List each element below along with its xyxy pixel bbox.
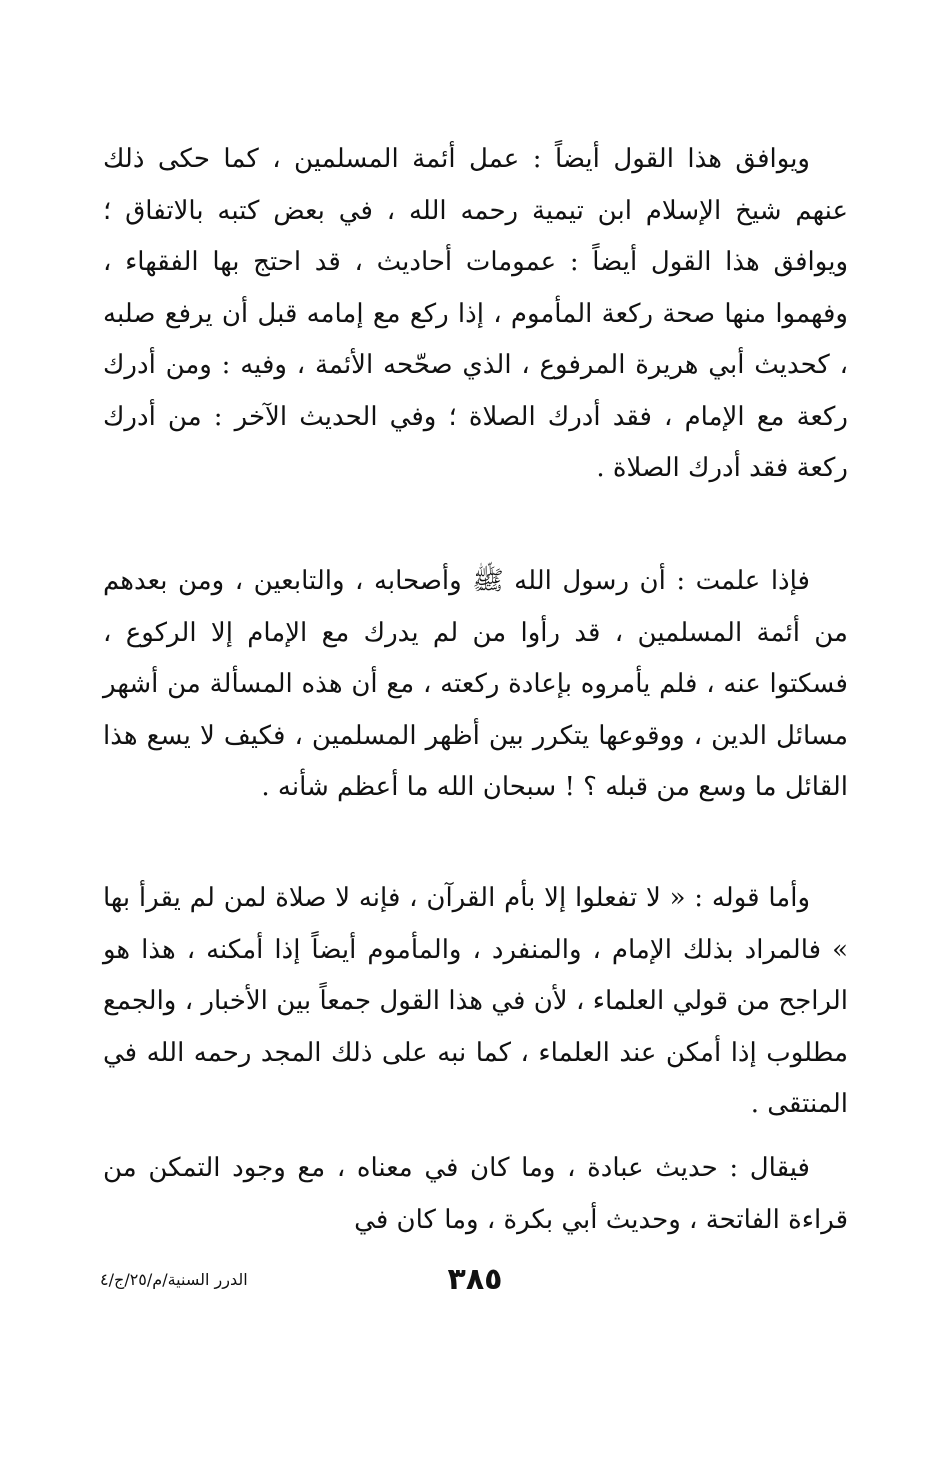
footer-reference: الدرر السنية/م/٢٥/ج/٤ (100, 1270, 248, 1289)
page-number: ٣٨٥ (447, 1262, 503, 1297)
paragraph-3: وأما قوله : « لا تفعلوا إلا بأم القرآن ، فإنه لا صلاة لمن لم يقرأ بها » فالمراد بذلك الإمام ، والمنفرد ، والمأموم أيضاً إذا أمكنه ، هذا هو الراجح من قولي العلماء ، لأن في هذا القول جمعاً بين الأخبار ، والجمع مطلوب إذا أمكن عند العلماء ، كما نبه على ذلك المجد رحمه الله في المنتقى . (103, 883, 848, 1119)
paragraph-1: ويوافق هذا القول أيضاً : عمل أئمة المسلمين ، كما حكى ذلك عنهم شيخ الإسلام ابن تيمية رحمه الله ، في بعض كتبه بالاتفاق ؛ ويوافق هذا القول أيضاً : عمومات أحاديث ، قد احتج بها الفقهاء ، وفهموا منها صحة ركعة المأموم ، إذا ركع مع إمامه قبل أن يرفع صلبه ، كحديث أبي هريرة المرفوع ، الذي صحّحه الأئمة ، وفيه : ومن أدرك ركعة مع الإمام ، فقد أدرك الصلاة ؛ وفي الحديث الآخر : من أدرك ركعة فقد أدرك الصلاة . (103, 144, 848, 483)
paragraph-4: فيقال : حديث عبادة ، وما كان في معناه ، مع وجود التمكن من قراءة الفاتحة ، وحديث أبي بكرة ، وما كان في (103, 1153, 848, 1235)
paragraph-2: فإذا علمت : أن رسول الله ﷺ وأصحابه ، والتابعين ، ومن بعدهم من أئمة المسلمين ، قد رأوا من لم يدرك مع الإمام إلا الركوع ، فسكتوا عنه ، فلم يأمروه بإعادة ركعته ، مع أن هذه المسألة من أشهر مسائل الدين ، ووقوعها يتكرر بين أظهر المسلمين ، فكيف لا يسع هذا القائل ما وسع من قبله ؟ ! سبحان الله ما أعظم شأنه . (103, 566, 848, 802)
